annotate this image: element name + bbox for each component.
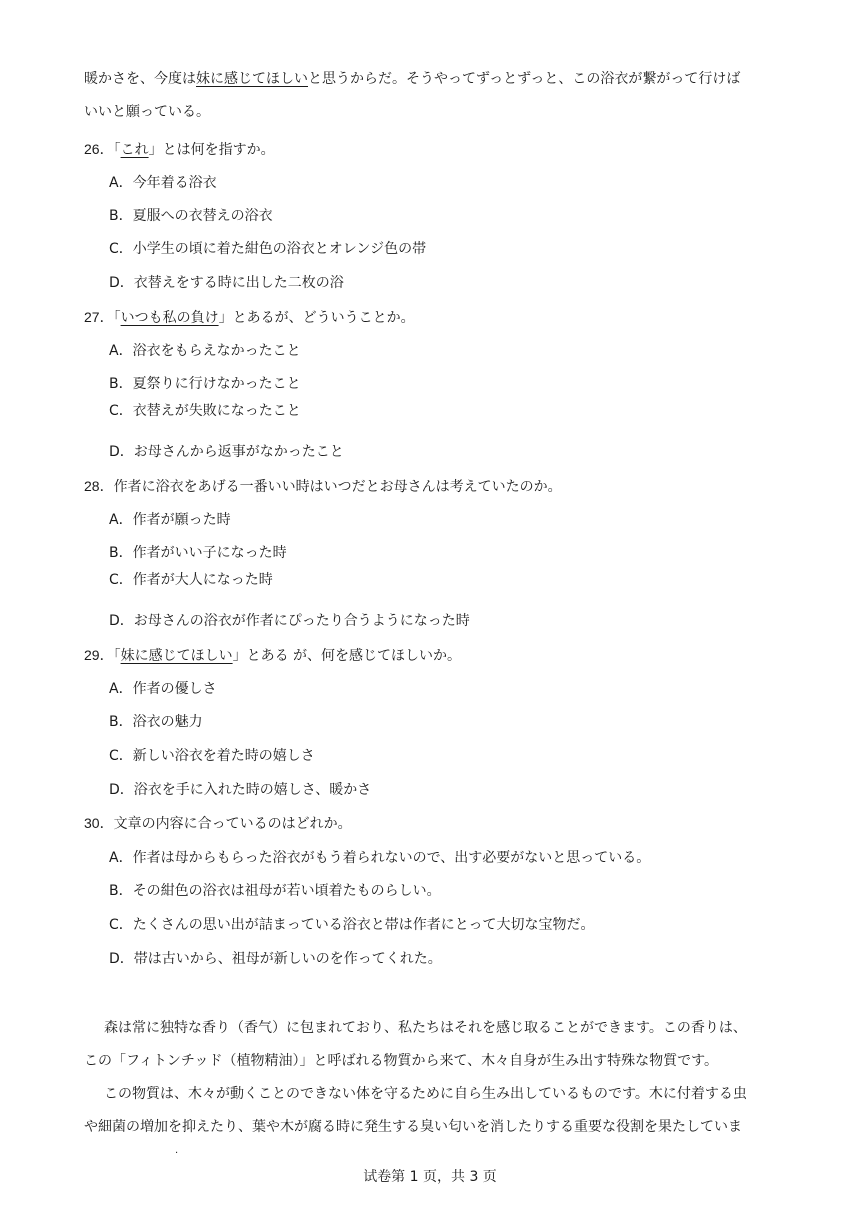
page-footer: 试卷第 1 页，共 3 页 (363, 1169, 497, 1185)
option-28-c: C．作者が大人になった時 (109, 572, 273, 588)
question-text: 」とあるが、どういうことか。 (218, 310, 415, 326)
intro-line-2: いいと願っている。 (84, 104, 210, 120)
question-text: 文章の内容に合っているのはどれか。 (113, 816, 352, 832)
question-26 (84, 140, 275, 159)
stray-dot: · (175, 1148, 179, 1159)
option-30-a: A．作者は母からもらった浴衣がもう着られないので、出す必要がないと思っている。 (109, 850, 651, 866)
question-30 (84, 814, 352, 833)
underlined-phrase: 妹に感じてほしい (120, 648, 233, 664)
question-number: 27． (84, 309, 114, 325)
intro-text: と思うからだ。そうやってずっとずっと、この浴衣が繋がって行けば (308, 71, 741, 87)
question-27 (84, 308, 415, 327)
question-text: 「 (113, 142, 121, 158)
option-26-b: B．夏服への衣替えの浴衣 (109, 208, 273, 224)
passage-line-4: や細菌の増加を抑えたり、葉や木が腐る時に発生する臭い匂いを消したりする重要な役割を果たしていま (84, 1119, 742, 1135)
option-29-b: B．浴衣の魅力 (109, 714, 203, 730)
passage-line-3: この物質は、木々が動くことのできない体を守るために自ら生み出しているものです。木に付着する虫 (104, 1086, 747, 1102)
option-27-b: B．夏祭りに行けなかったこと (109, 376, 301, 392)
option-28-a: A．作者が願った時 (109, 512, 231, 528)
passage-line-1: 森は常に独特な香り（香气）に包まれており、私たちはそれを感じ取ることができます。この香りは、 (104, 1020, 747, 1036)
option-29-c: C．新しい浴衣を着た時の嬉しさ (109, 748, 315, 764)
option-26-d: D．衣替えをする時に出した二枚の浴 (109, 275, 344, 291)
underlined-phrase: いつも私の負け (120, 310, 219, 326)
option-30-d: D．帯は古いから、祖母が新しいのを作ってくれた。 (109, 951, 442, 967)
question-28 (84, 477, 562, 496)
question-text: 「 (113, 648, 121, 664)
option-27-c: C．衣替えが失敗になったこと (109, 403, 301, 419)
underlined-phrase: 妹に感じてほしい (196, 71, 308, 87)
question-number: 30． (84, 815, 114, 831)
question-29 (84, 646, 461, 665)
option-27-d: D．お母さんから返事がなかったこと (109, 444, 344, 460)
question-text: 」とある が、何を感じてほしいか。 (232, 648, 462, 664)
option-26-c: C．小学生の頃に着た紺色の浴衣とオレンジ色の帯 (109, 241, 427, 257)
question-number: 29． (84, 647, 114, 663)
option-28-d: D．お母さんの浴衣が作者にぴったり合うようになった時 (109, 613, 470, 629)
passage-line-2: この「フィトンチッド（植物精油）」と呼ばれる物質から来て、木々自身が生み出す特殊な物質です。 (84, 1053, 719, 1069)
question-text: 作者に浴衣をあげる一番いい時はいつだとお母さんは考えていたのか。 (113, 479, 562, 495)
intro-line-1 (84, 70, 740, 88)
option-27-a: A．浴衣をもらえなかったこと (109, 343, 301, 359)
option-30-b: B．その紺色の浴衣は祖母が若い頃着たものらしい。 (109, 883, 441, 899)
intro-text: 暖かさを、今度は (84, 71, 196, 87)
question-text: 」とは何を指すか。 (148, 142, 275, 158)
question-number: 26． (84, 141, 114, 157)
option-29-d: D．浴衣を手に入れた時の嬉しさ、暖かさ (109, 782, 372, 798)
option-26-a: A．今年着る浴衣 (109, 175, 217, 191)
question-text: 「 (113, 310, 121, 326)
option-29-a: A．作者の優しさ (109, 681, 217, 697)
option-28-b: B．作者がいい子になった時 (109, 545, 287, 561)
underlined-phrase: これ (120, 142, 149, 158)
option-30-c: C．たくさんの思い出が詰まっている浴衣と帯は作者にとって大切な宝物だ。 (109, 917, 595, 933)
question-number: 28． (84, 478, 114, 494)
